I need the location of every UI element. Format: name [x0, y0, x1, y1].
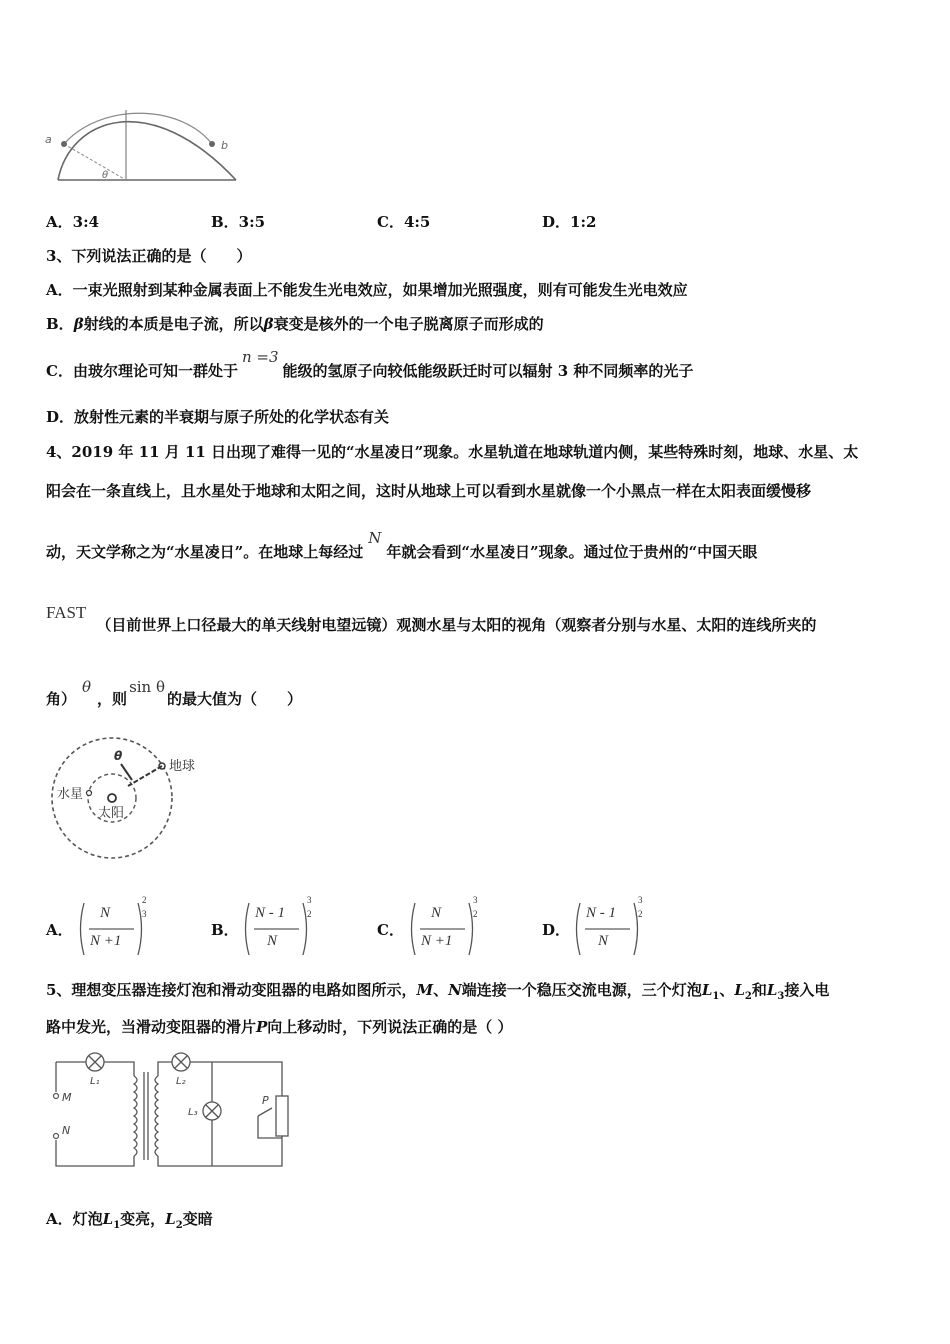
q4-b-label: B．: [211, 921, 239, 939]
q5-a-prefix: A．灯泡: [46, 1210, 103, 1228]
q4-line4-text: （目前世界上口径最大的单天线射电望远镜）观测水星与太阳的视角（观察者分别与水星、太阳的连线所夹的: [96, 616, 817, 634]
q4-line3-a: 动，天文学称之为“水星凌日”。在地球上每经过: [46, 543, 364, 561]
q4-line5-c: 的最大值为（ ）: [167, 690, 303, 708]
q4-line-3: [46, 529, 758, 562]
q3-b-suffix: 衰变是核外的一个电子脱离原子而形成的: [273, 315, 544, 333]
q2-option-d[interactable]: D．1:2: [542, 213, 597, 231]
q5-l1-and: 和: [751, 981, 767, 999]
terminal-n: [54, 1134, 59, 1139]
q2-option-c[interactable]: C．4:5: [377, 213, 431, 231]
label-l3: L₃: [188, 1107, 198, 1118]
label-n: N: [62, 1124, 71, 1137]
q4-option-a[interactable]: [46, 895, 176, 959]
q4-option-c[interactable]: [377, 895, 507, 959]
q5-option-a[interactable]: [46, 1208, 213, 1231]
label-b: b: [221, 139, 228, 152]
angle-mark: [121, 764, 132, 780]
q5-a-sub1: 1: [113, 1220, 121, 1231]
terminal-m: [54, 1094, 59, 1099]
primary-coil: [134, 1076, 137, 1156]
q5-l1-sub1: 1: [712, 991, 720, 1002]
q5-l1-L: L: [701, 981, 713, 999]
sun-dot: [108, 794, 116, 802]
q3-option-d[interactable]: D．放射性元素的半衰期与原子所处的化学状态有关: [46, 408, 390, 426]
q5-l1-sub2: 2: [744, 991, 752, 1002]
q2-option-a[interactable]: A．3:4: [46, 213, 100, 231]
lamp-l1: [86, 1053, 104, 1071]
q5-l1-c: 接入电: [784, 981, 830, 999]
rheostat: [276, 1096, 288, 1136]
inner-arc: [64, 113, 212, 144]
q3-option-b[interactable]: [46, 313, 544, 334]
sight-line: [128, 766, 162, 786]
q4-c-exp-num: 3: [473, 895, 478, 905]
q5-line-2: [46, 1016, 513, 1037]
outer-arc: [58, 122, 236, 180]
secondary-bottom-wire: [158, 1136, 282, 1166]
q4-line-5: [46, 678, 303, 709]
q2-arc-figure: [40, 98, 250, 188]
q4-line5-a: 角）: [46, 690, 77, 708]
q3-c-math: n =3: [241, 348, 279, 366]
q5-a-L1: L: [102, 1210, 114, 1228]
q4-fast: FAST: [46, 603, 87, 622]
label-m: M: [62, 1091, 72, 1104]
q2-option-b[interactable]: B．3:5: [211, 213, 266, 231]
q3-option-a[interactable]: A．一束光照射到某种金属表面上不能发生光电效应，如果增加光照强度，则有可能发生光电效应: [46, 281, 688, 299]
beta-symbol-1: β: [73, 315, 84, 333]
q5-a-sub2: 2: [175, 1220, 183, 1231]
q3-stem: 3、下列说法正确的是（ ）: [46, 247, 252, 265]
q4-b-exp-den: 2: [307, 909, 312, 919]
q5-l2-P: P: [256, 1018, 268, 1036]
q4-c-exp-den: 2: [473, 909, 478, 919]
q5-a-L2: L: [165, 1210, 176, 1228]
q4-a-num: N: [100, 905, 111, 921]
mercury-label: 水星: [57, 787, 84, 802]
q4-a-exp-den: 3: [142, 909, 147, 919]
slider-wire: [258, 1116, 282, 1138]
lamp-l2: [172, 1053, 190, 1071]
q4-line-4: [46, 603, 817, 635]
q4-c-den: N +1: [421, 933, 453, 949]
q4-a-exp-num: 2: [142, 895, 147, 905]
beta-symbol-2: β: [263, 315, 274, 333]
q4-d-label: D．: [542, 921, 571, 939]
dashed-radius: [64, 144, 126, 180]
label-angle: θ: [102, 170, 109, 181]
q4-d-exp-num: 3: [638, 895, 643, 905]
q5-l1-sep2: 、: [719, 981, 735, 999]
primary-bottom-wire: [56, 1140, 134, 1166]
q4-line-1: 4、2019 年 11 月 11 日出现了难得一见的“水星凌日”现象。水星轨道在地球轨道内侧，某些特殊时刻，地球、水星、太: [46, 443, 859, 461]
q4-d-num: N - 1: [586, 905, 616, 921]
q4-option-d[interactable]: [542, 895, 672, 959]
theta-label: θ: [114, 749, 123, 763]
q5-l1-L2: L: [734, 981, 745, 999]
q3-option-c[interactable]: [46, 348, 694, 381]
q4-line5-b: ，则: [97, 690, 128, 708]
q4-c-label: C．: [377, 921, 404, 939]
q5-l1-b: 端连接一个稳压交流电源，三个灯泡: [461, 981, 702, 999]
q4-b-num: N - 1: [255, 905, 285, 921]
q4-a-den: N +1: [90, 933, 122, 949]
q5-l1-sep: 、: [433, 981, 449, 999]
q4-d-exp-den: 2: [638, 909, 643, 919]
slider-arrow: [258, 1108, 272, 1116]
q5-l1-a: 5、理想变压器连接灯泡和滑动变阻器的电路如图所示，: [46, 981, 417, 999]
q4-orbit-figure: [48, 730, 208, 870]
q4-option-b[interactable]: [211, 895, 341, 959]
q4-line-2: 阳会在一条直线上，且水星处于地球和太阳之间，这时从地球上可以看到水星就像一个小黑点一样在太阳表面缓慢移: [46, 482, 812, 500]
q5-l1-N: N: [448, 981, 462, 999]
q3-c-prefix: C．由玻尔理论可知一群处于: [46, 362, 238, 380]
q5-l1-L3: L: [766, 981, 778, 999]
q4-b-den: N: [267, 933, 278, 949]
point-b: [209, 141, 215, 147]
q5-a-suffix: 变暗: [182, 1210, 213, 1228]
q4-sin-theta: sin θ: [129, 678, 166, 696]
label-a: a: [45, 133, 52, 146]
q4-math-N: N: [368, 529, 382, 547]
q4-a-label: A．: [46, 921, 73, 939]
label-p: P: [262, 1094, 269, 1107]
q4-b-exp-num: 3: [307, 895, 312, 905]
q4-theta: θ: [82, 678, 92, 696]
q5-l2-b: 向上移动时，下列说法正确的是（ ）: [267, 1018, 513, 1036]
mercury-dot: [87, 791, 92, 796]
q5-a-mid: 变亮，: [120, 1210, 166, 1228]
q5-circuit-figure: [42, 1046, 302, 1176]
lamp-l3: [203, 1102, 221, 1120]
q4-c-num: N: [431, 905, 442, 921]
q3-c-suffix: 能级的氢原子向较低能级跃迁时可以辐射 3 种不同频率的光子: [282, 362, 694, 380]
label-l2: L₂: [176, 1076, 186, 1087]
point-a: [61, 141, 67, 147]
q5-l1-sub3: 3: [777, 991, 785, 1002]
secondary-coil: [155, 1076, 158, 1156]
label-l1: L₁: [90, 1076, 100, 1087]
earth-label: 地球: [169, 759, 196, 774]
q4-d-den: N: [598, 933, 609, 949]
q4-line3-b: 年就会看到“水星凌日”现象。通过位于贵州的“中国天眼: [386, 543, 758, 561]
q5-l1-M: M: [416, 981, 434, 999]
q3-b-mid: 射线的本质是电子流，所以: [83, 315, 264, 333]
sun-label: 太阳: [98, 806, 125, 821]
q5-l2-a: 路中发光，当滑动变阻器的滑片: [46, 1018, 257, 1036]
q3-b-prefix: B．: [46, 315, 74, 333]
q5-line-1: [46, 979, 829, 1002]
